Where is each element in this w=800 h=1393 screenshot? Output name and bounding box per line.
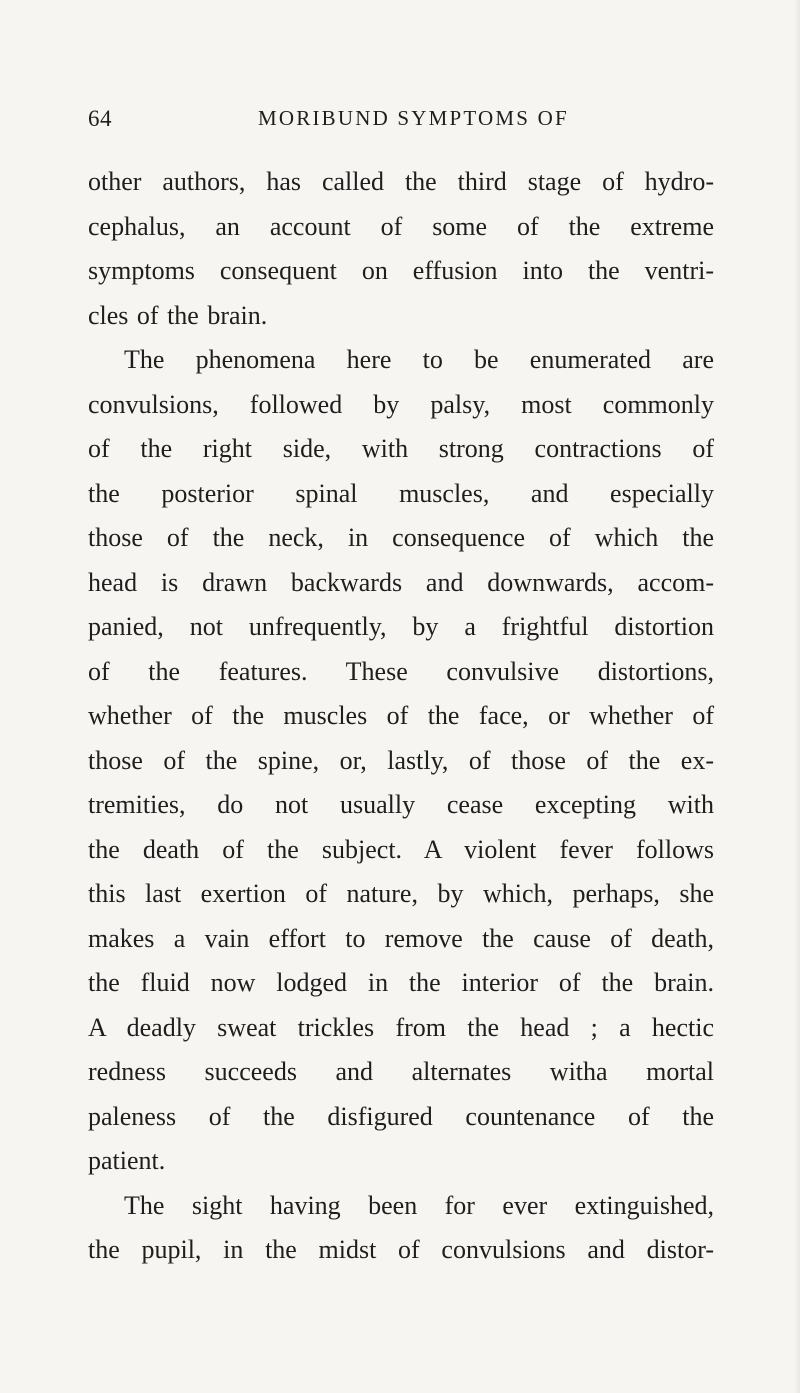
- text-line: whether of the muscles of the face, or whether of: [88, 701, 714, 730]
- paragraph-start-line: The sight having been for ever extinguished,: [124, 1190, 714, 1220]
- text-line: the death of the subject. A violent fever follows: [88, 834, 714, 864]
- body-text: [88, 160, 714, 1273]
- text-line: the posterior spinal muscles, and especially: [88, 478, 714, 508]
- page-edge-shadow: [794, 0, 800, 1393]
- text-line: panied, not unfrequently, by a frightful distortion: [88, 612, 714, 641]
- text-line: patient.: [88, 1146, 166, 1175]
- text-line: cles of the brain.: [88, 300, 268, 330]
- text-line: paleness of the disfigured countenance of the: [88, 1101, 714, 1131]
- text-line: of the features. These convulsive distortions,: [88, 656, 714, 686]
- text-line: A deadly sweat trickles from the head ; a hectic: [88, 1012, 714, 1042]
- text-line: redness succeeds and alternates witha mortal: [88, 1057, 714, 1086]
- running-title: MORIBUND SYMPTOMS OF: [258, 106, 569, 130]
- text-line: of the right side, with strong contractions of: [88, 434, 714, 463]
- text-line: those of the neck, in consequence of which the: [88, 523, 714, 552]
- text-line: cephalus, an account of some of the extreme: [88, 211, 714, 241]
- text-line: other authors, has called the third stage of hydro-: [88, 167, 714, 196]
- text-line: the fluid now lodged in the interior of the brain.: [88, 968, 714, 997]
- text-line: this last exertion of nature, by which, perhaps, she: [88, 879, 714, 908]
- text-line: convulsions, followed by palsy, most commonly: [88, 389, 714, 419]
- paragraph-start-line: The phenomena here to be enumerated are: [124, 345, 714, 374]
- text-line: tremities, do not usually cease excepting with: [88, 790, 714, 819]
- page-number: 64: [88, 106, 112, 131]
- text-line: those of the spine, or, lastly, of those of the ex-: [88, 745, 714, 775]
- text-line: the pupil, in the midst of convulsions and distor-: [88, 1235, 714, 1264]
- text-line: head is drawn backwards and downwards, accom-: [88, 567, 714, 597]
- running-head: [88, 106, 714, 146]
- text-line: symptoms consequent on effusion into the ventri-: [88, 256, 714, 285]
- text-line: makes a vain effort to remove the cause of death,: [88, 923, 714, 953]
